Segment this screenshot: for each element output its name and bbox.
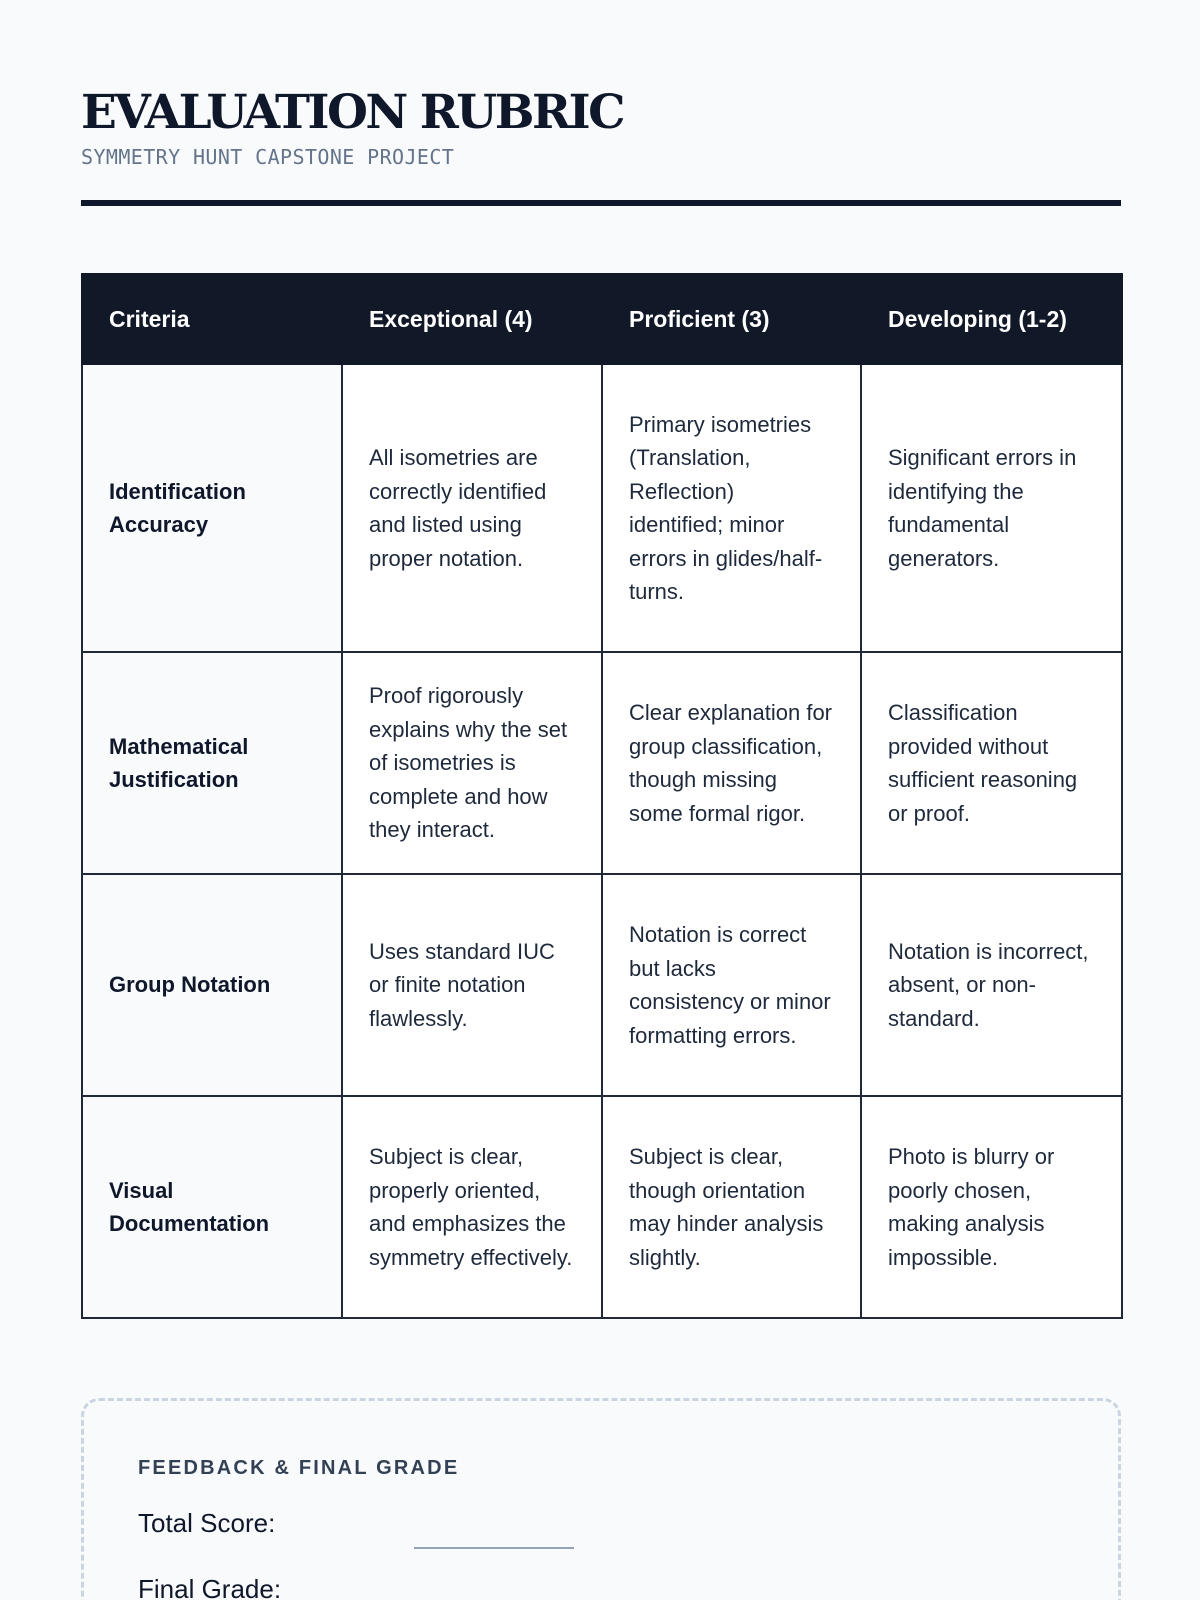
proficient-cell: Primary isometries (Translation, Reflection) identified; minor errors in glides/half-turns. xyxy=(602,364,861,652)
developing-cell: Significant errors in identifying the fundamental generators. xyxy=(861,364,1122,652)
table-row xyxy=(82,364,1122,652)
feedback-box xyxy=(81,1398,1121,1600)
developing-cell: Notation is incorrect, absent, or non-standard. xyxy=(861,874,1122,1096)
total-score-label: Total Score: xyxy=(138,1508,276,1538)
column-header-exceptional: Exceptional (4) xyxy=(342,274,602,364)
criteria-cell: Group Notation xyxy=(82,874,342,1096)
proficient-cell: Subject is clear, though orientation may hinder analysis slightly. xyxy=(602,1096,861,1318)
exceptional-cell: Proof rigorously explains why the set of isometries is complete and how they interact. xyxy=(342,652,602,874)
table-row xyxy=(82,874,1122,1096)
developing-cell: Classification provided without sufficient reasoning or proof. xyxy=(861,652,1122,874)
exceptional-cell: Subject is clear, properly oriented, and emphasizes the symmetry effectively. xyxy=(342,1096,602,1318)
page-title: EVALUATION RUBRIC xyxy=(81,85,623,140)
rubric-table xyxy=(81,273,1123,1319)
feedback-heading: FEEDBACK & FINAL GRADE xyxy=(138,1457,460,1479)
table-row xyxy=(82,1096,1122,1318)
criteria-cell: Identification Accuracy xyxy=(82,364,342,652)
final-grade-label: Final Grade: xyxy=(138,1574,282,1600)
total-score-field[interactable] xyxy=(414,1547,574,1549)
table-row xyxy=(82,652,1122,874)
exceptional-cell: Uses standard IUC or finite notation flawlessly. xyxy=(342,874,602,1096)
rubric-page xyxy=(81,0,1121,1600)
criteria-cell: Mathematical Justification xyxy=(82,652,342,874)
header-divider xyxy=(81,200,1121,206)
column-header-criteria: Criteria xyxy=(82,274,342,364)
exceptional-cell: All isometries are correctly identified and listed using proper notation. xyxy=(342,364,602,652)
proficient-cell: Notation is correct but lacks consistency or minor formatting errors. xyxy=(602,874,861,1096)
column-header-developing: Developing (1-2) xyxy=(861,274,1122,364)
proficient-cell: Clear explanation for group classification, though missing some formal rigor. xyxy=(602,652,861,874)
developing-cell: Photo is blurry or poorly chosen, making analysis impossible. xyxy=(861,1096,1122,1318)
table-header-row xyxy=(82,274,1122,364)
page-subtitle: SYMMETRY HUNT CAPSTONE PROJECT xyxy=(81,145,455,169)
column-header-proficient: Proficient (3) xyxy=(602,274,861,364)
criteria-cell: Visual Documentation xyxy=(82,1096,342,1318)
